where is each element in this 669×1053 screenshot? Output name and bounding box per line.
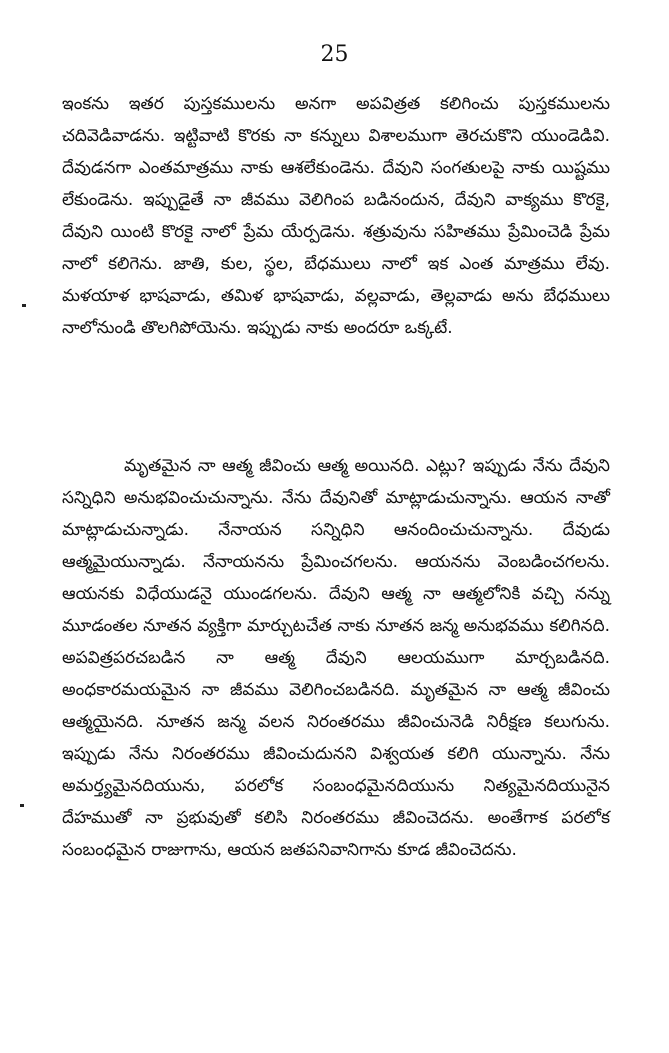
page-number: 25 xyxy=(320,42,349,67)
margin-mark xyxy=(22,304,26,307)
paragraph-2: మృతమైన నా ఆత్మ జీవించు ఆత్మ అయినది. ఎట్లు? ఇప్పుడు నేను దేవుని సన్నిధిని అనుభవించుచున్నాను. నేను దేవునితో మాట్లాడుచున్నాను. ఆయన నాతో మాట్లాడుచున్నాడు. నేనాయన సన్నిధిని ఆనందించుచున్నాను. దేవుడు ఆత్మమైయున్నాడు. నేనాయనను ప్రేమించగలను. ఆయనను వెంబడించగలను. ఆయనకు విధేయుడనై యుండగలను. దేవుని ఆత్మ నా ఆత్మలోనికి వచ్చి నన్ను మూడంతల నూతన వ్యక్తిగా మార్చుటచేత నాకు నూతన జన్మ అనుభవము కలిగినది. అపవిత్రపరచబడిన నా ఆత్మ దేవుని ఆలయముగా మార్చబడినది. అంధకారమయమైన నా జీవము వెలిగించబడినది. మృతమైన నా ఆత్మ జీవించు ఆత్మయైనది. నూతన జన్మ వలన నిరంతరము జీవించునెడి నిరీక్షణ కలుగును. ఇప్పుడు నేను నిరంతరము జీవించుదునని విశ్వయత కలిగి యున్నాను. నేను అమర్త్యమైనదియును, పరలోక సంబంధమైనదియును నిత్యమైనదియునైన దేహముతో నా ప్రభువుతో కలిసి నిరంతరము జీవించెదను. అంతేగాక పరలోక సంబంధమైన రాజుగాను, ఆయన జతపనివానిగాను కూడ జీవించెదను. xyxy=(62,456,610,860)
paragraph-1: ఇంకను ఇతర పుస్తకములను అనగా అపవిత్రత కలిగించు పుస్తకములను చదివెడివాడను. ఇట్టివాటి కొరకు నా కన్నులు విశాలముగా తెరచుకొని యుండెడివి. దేవుడనగా ఎంతమాత్రము నాకు ఆశలేకుండెను. దేవుని సంగతులపై నాకు యిష్టము లేకుండెను. ఇప్పుడైతే నా జీవము వెలిగింప బడినందున, దేవుని వాక్యము కొరకై, దేవుని యింటి కొరకై నాలో ప్రేమ యేర్పడెను. శత్రువును సహితము ప్రేమించెడి ప్రేమ నాలో కలిగెను. జాతి, కుల, స్థల, బేధములు నాలో ఇక ఎంత మాత్రము లేవు. మళయాళ భాషవాడు, తమిళ భాషవాడు, వల్లవాడు, తెల్లవాడు అను బేధములు నాలోనుండి తొలగిపోయెను. ఇప్పుడు నాకు అందరూ ఒక్కటే. xyxy=(62,94,610,338)
margin-mark xyxy=(20,804,24,807)
